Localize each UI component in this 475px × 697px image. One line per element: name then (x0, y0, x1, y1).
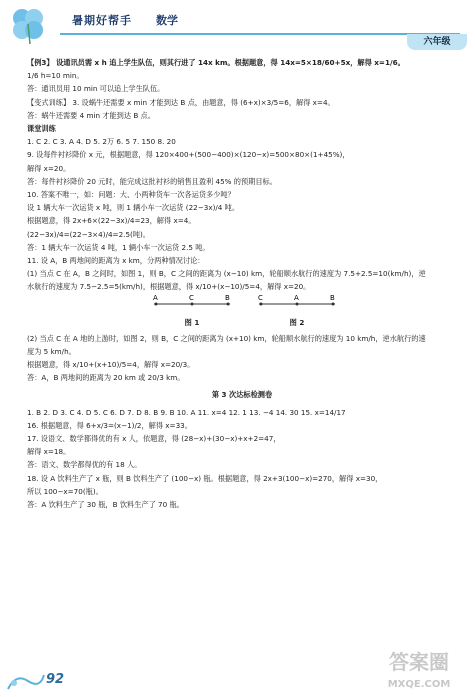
variant-training: 【变式训练】 3. 设蜗牛还需要 x min 才能到达 B 点，由题意，得 (6+x)×3/5=6，解得 x=4。 (27, 97, 335, 107)
text-line: 水航行的速度为 7.5−2.5=5(km/h)，根据题意，得 x/10+(x−10)/5=4，解得 x=20。 (27, 282, 311, 292)
text-line: 答：通讯员用 10 min 可以追上学生队伍。 (27, 84, 165, 94)
text-line: 设 1 辆大车一次运货 x 吨，则 1 辆小车一次运货 (22−3x)/4 吨。 (27, 203, 240, 213)
page-footer (0, 650, 475, 697)
text-line: 11. 设 A，B 两地间的距离为 x km，分两种情况讨论： (27, 256, 205, 266)
text-line: 16. 根据题意，得 6+x/3=(x−1)/2，解得 x=33。 (27, 420, 192, 430)
subject-title: 数学 (156, 14, 178, 27)
text-line: 1/6 h=10 min。 (27, 71, 84, 81)
page-header (0, 0, 475, 50)
text-line: 答：1 辆大车一次运货 4 吨，1 辆小车一次运货 2.5 吨。 (27, 242, 210, 252)
text-line: 1. B 2. D 3. C 4. D 5. C 6. D 7. D 8. B 9. B 10. A 11. x=4 12. 1 13. −4 14. 30 15. x=14/17 (27, 407, 346, 417)
section-heading-class-practice: 课堂训练 (27, 124, 56, 134)
number-line-2 (257, 294, 337, 314)
figure-1-label: 图 1 (184, 317, 200, 327)
number-line-1 (152, 294, 232, 314)
answer-content (27, 56, 457, 511)
point-b-label: B (225, 293, 230, 302)
point-a-label: A (153, 293, 158, 302)
grade-tab: 六年级 (407, 34, 467, 50)
book-title: 暑期好帮手 (72, 14, 132, 27)
figure-2 (257, 294, 337, 328)
text-line: 17. 设语文、数学都得优的有 x 人，依题意，得 (28−x)+(30−x)+x+2=47， (27, 434, 281, 444)
point-c-label: C (189, 293, 194, 302)
watermark-url: MXQE.COM (387, 679, 451, 690)
text-line: 根据题意，得 2x+6×(22−3x)/4=23，解得 x=4。 (27, 216, 196, 226)
point-a-label: A (294, 293, 299, 302)
text-line: 所以 100−x=70(瓶)。 (27, 486, 103, 496)
text-line: 度为 5 km/h。 (27, 346, 76, 356)
text-line: 答：语文、数学都得优的有 18 人。 (27, 460, 142, 470)
page-number: 92 (46, 672, 65, 687)
text-line: 答：每件衬衫降价 20 元时，能完成这批衬衫的销售且盈利 45% 的预期目标。 (27, 176, 277, 186)
text-line: 10. 答案不唯一，如：问题：大、小两种货车一次各运货多少吨？ (27, 190, 235, 200)
watermark-text: 答案圈 (389, 650, 449, 674)
figures-row (27, 294, 457, 332)
text-line: 18. 设 A 饮料生产了 x 瓶，则 B 饮料生产了 (100−x) 瓶。根据题意，得 2x+3(100−x)=270，解得 x=30， (27, 473, 383, 483)
text-line: (22−3x)/4=(22−3×4)/4=2.5(吨)。 (27, 229, 150, 239)
text-line: 解得 x=20。 (27, 163, 71, 173)
text-line: 根据题意，得 x/10+(x+10)/5=4，解得 x=20/3。 (27, 360, 195, 370)
text-line: 1. C 2. C 3. A 4. D 5. 2万 6. 5 7. 150 8. 20 (27, 137, 176, 147)
point-b-label: B (330, 293, 335, 302)
text-line: 答：A，B 两地间的距离为 20 km 或 20/3 km。 (27, 373, 185, 383)
figure-1 (152, 294, 232, 328)
point-c-label: C (258, 293, 263, 302)
text-line: 答：蜗牛还需要 4 min 才能到达 B 点。 (27, 110, 155, 120)
text-line: (1) 当点 C 在 A，B 之间时，如图 1，则 B，C 之间的距离为 (x−10) km，轮船顺水航行的速度为 7.5+2.5=10(km/h)，逆 (27, 269, 426, 279)
swirl-decoration-icon (6, 669, 46, 693)
text-line: 9. 设每件衬衫降价 x 元，根据题意，得 120×400+(500−400)×(120−x)=500×80×(1+45%)， (27, 150, 350, 160)
example-3: 【例3】 设通讯员需 x h 追上学生队伍，则其行进了 14x km。根据题意，得 14x=5×18/60+5x，解得 x=1/6。 (27, 58, 405, 67)
clover-logo-icon (6, 4, 50, 48)
text-line: 答：A 饮料生产了 30 瓶，B 饮料生产了 70 瓶。 (27, 500, 184, 510)
text-line: (2) 当点 C 在 A 地的上游时，如图 2，则 B，C 之间的距离为 (x+10) km，轮船顺水航行的速度为 10 km/h，逆水航行的速 (27, 333, 426, 343)
figure-2-label: 图 2 (289, 317, 305, 327)
section-title-test-3: 第 3 次达标检测卷 (211, 390, 273, 400)
text-line: 解得 x=18。 (27, 447, 71, 457)
header-divider (60, 33, 460, 35)
watermark-logo (369, 643, 469, 693)
